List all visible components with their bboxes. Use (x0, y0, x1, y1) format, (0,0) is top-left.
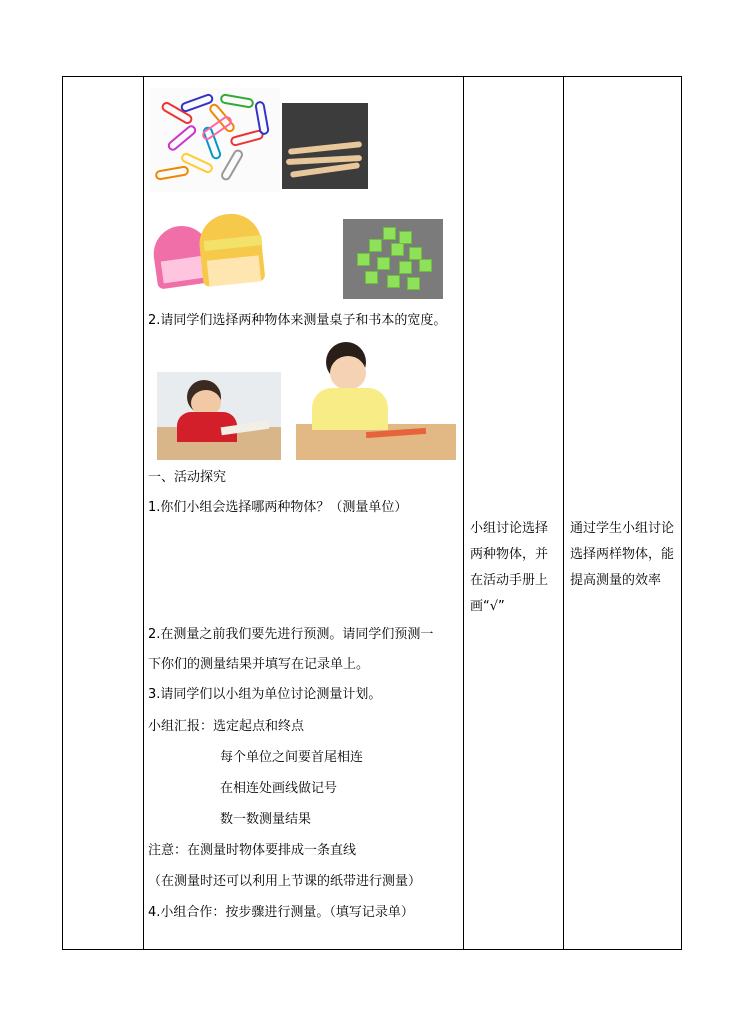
column-divider (463, 77, 464, 949)
erasers-image (148, 208, 270, 300)
green-cubes-image (343, 219, 443, 299)
section-title: 一、活动探究 (148, 470, 227, 485)
question-2-line2: 下你们的测量结果并填写在记录单上。 (148, 657, 370, 672)
girl-measuring-image (296, 338, 456, 460)
report-item-1: 每个单位之间要首尾相连 (220, 750, 364, 765)
question-3: 3.请同学们以小组为单位讨论测量计划。 (148, 687, 382, 702)
wooden-sticks-image (282, 103, 368, 189)
report-item-2: 在相连处画线做记号 (220, 781, 338, 796)
question-4: 4.小组合作：按步骤进行测量。（填写记录单） (148, 905, 414, 920)
report-item-3: 数一数测量结果 (220, 812, 312, 827)
boy-measuring-image (157, 372, 281, 460)
question-1: 1.你们小组会选择哪两种物体？（测量单位） (148, 500, 408, 515)
column-divider (143, 77, 144, 949)
design-intent-text: 通过学生小组讨论选择两样物体，能提高测量的效率 (570, 521, 675, 588)
note-subtext: （在测量时还可以利用上节课的纸带进行测量） (148, 874, 422, 889)
question-2-line1: 2.在测量之前我们要先进行预测。请同学们预测一 (148, 627, 434, 642)
student-activity-text: 小组讨论选择两种物体，并在活动手册上画“√” (470, 521, 549, 614)
step2-title: 2.请同学们选择两种物体来测量桌子和书本的宽度。 (148, 313, 447, 328)
group-report-label: 小组汇报：选定起点和终点 (148, 719, 305, 734)
column-divider (563, 77, 564, 949)
note-text: 注意：在测量时物体要排成一条直线 (148, 843, 357, 858)
paperclips-image (150, 88, 280, 192)
